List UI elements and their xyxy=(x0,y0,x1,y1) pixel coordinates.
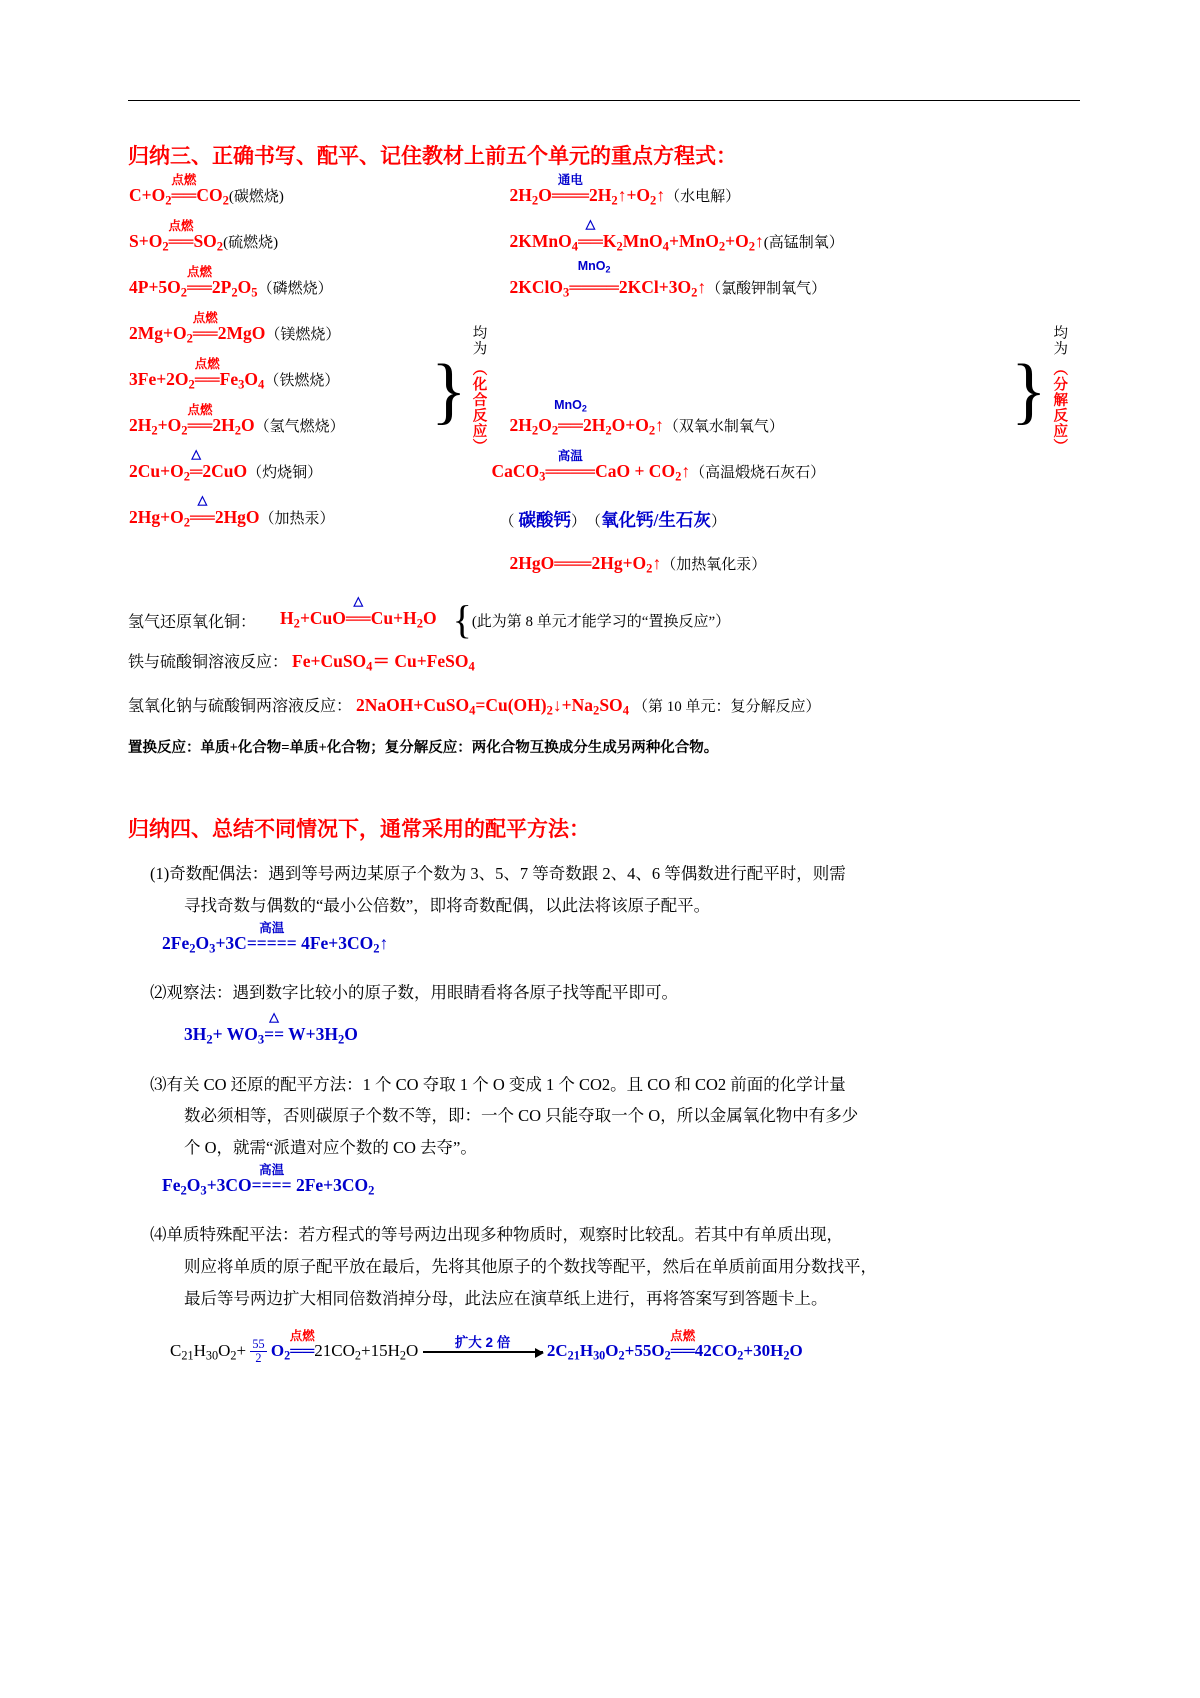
equation-naoh-cuso4: $2NaOH+CuSO_4=Cu(OH)_2↓+Na_2SO_4$ xyxy=(356,694,629,718)
equation-hgo: $2HgO═══2Hg+O_2↑$ xyxy=(509,553,662,576)
caco3-labels-row: （ 碳酸钙） （氧化钙/生石灰） xyxy=(499,510,726,530)
equation-row: $C+O_2$ 点燃 $══CO_2$(碳燃烧) xyxy=(129,173,284,208)
item-4-equation-row xyxy=(170,1329,1072,1365)
item-1-line-1: 奇数配偶法：遇到等号两边某原子个数为 3、5、7 等奇数跟 2、4、6 等偶数进行配平时，则需 xyxy=(169,864,846,884)
method-item-2 xyxy=(128,976,1072,1047)
item-3-line-1: 有关 CO 还原的配平方法：1 个 CO 夺取 1 个 O 变成 1 个 CO2。且 CO 和 CO2 前面的化学计量 xyxy=(166,1074,846,1094)
right-equation-column xyxy=(491,173,1010,600)
item-4-line-3: 最后等号两边扩大相同倍数消掉分母，此法应在演草纸上进行，再将答案写到答题卡上。 xyxy=(184,1289,828,1309)
equation-hg-o2: $2Hg+O_2$ △ ══2HgO xyxy=(129,493,260,530)
label-carbonate-text: 碳酸钙 xyxy=(518,510,572,530)
fe-cuso4-prefix: 铁与硫酸铜溶液反应： xyxy=(128,654,289,671)
item-1-equation: $2Fe_2O_3+3C$ 高温 ===== $4Fe+3CO_2↑$ xyxy=(162,920,389,956)
equation-row: $2H_2+O_2$ 点燃 $══2H_2O$（氢气燃烧） xyxy=(129,403,345,438)
equation-row: 2KMnO$_4$ △ $══K_2MnO_4+MnO_2+O_2↑$(高锰制氧） xyxy=(509,217,844,254)
equation-water-electrolysis: $2H_2O$ 通电 $═══2H_2↑+O_2↑$ xyxy=(509,173,666,208)
right-brace-label-2: （分解反应） xyxy=(1051,361,1068,454)
naoh-cuso4-line xyxy=(128,693,1072,719)
equation-h2o2: $2H_2O_2$ MnO$_2$ $══2H_2O+O_2↑$ xyxy=(509,398,664,438)
equation-c-o2: $C+O_2$ 点燃 $══CO_2$ xyxy=(129,173,229,208)
equation-h2-cuo: $H_2+CuO$ △ $══Cu+H_2O$ xyxy=(280,594,437,631)
item-2-number: ⑵ xyxy=(150,983,167,1003)
multiply-label: 扩大 2 倍 xyxy=(454,1335,511,1351)
item-1-line-2: 寻找奇数与偶数的“最小公倍数”，即将奇数配偶，以此法将该原子配平。 xyxy=(184,895,711,915)
naoh-cuso4-prefix: 氢氧化钠与硫酸铜两溶液反应： xyxy=(128,697,353,715)
h2-cuo-line xyxy=(128,594,1072,642)
equation-row: 2KClO$_3$ MnO$_2$ $════2KCl+3O_2↑$（氯酸钾制氧气） xyxy=(509,259,827,300)
left-brace: } xyxy=(431,350,467,433)
method-item-1 xyxy=(128,857,1072,956)
item-3-line-3: 个 O，就需“派遣对应个数的 CO 去夺”。 xyxy=(184,1138,477,1158)
equation-mg-o2: $2Mg+O_2$ 点燃 ══2MgO xyxy=(129,311,266,346)
method-item-3 xyxy=(128,1068,1072,1199)
equation-row: $S+O_2$ 点燃 $══SO_2$(硫燃烧) xyxy=(129,219,279,254)
equation-h2-o2: $2H_2+O_2$ 点燃 $══2H_2O$ xyxy=(129,403,255,438)
h2-cuo-prefix: 氢气还原氧化铜： xyxy=(128,613,257,631)
item-4-line-1: 单质特殊配平法：若方程式的等号两边出现多种物质时，观察时比较乱。若其中有单质出现， xyxy=(166,1225,843,1245)
item-3-number: ⑶ xyxy=(150,1074,167,1094)
right-brace-cell xyxy=(1010,184,1072,600)
section-3-title: 归纳三、正确书写、配平、记住教材上前五个单元的重点方程式： xyxy=(128,145,737,168)
multiply-arrow xyxy=(423,1335,543,1353)
left-equation-column xyxy=(128,173,430,600)
equation-row: $2H_2O$ 通电 $═══2H_2↑+O_2↑$（水电解） xyxy=(509,173,741,208)
item-4-line-2: 则应将单质的原子配平放在最后，先将其他原子的个数找等配平，然后在单质前面用分数找平， xyxy=(184,1257,877,1277)
equation-cu-o2: $2Cu+O_2$ △ ═2CuO xyxy=(129,447,248,484)
equation-s-o2: $S+O_2$ 点燃 $══SO_2$ xyxy=(129,219,224,254)
left-brace-label-2: （化合反应） xyxy=(470,361,487,454)
equation-kclo3: 2KClO$_3$ MnO$_2$ $════2KCl+3O_2↑$ xyxy=(509,259,707,300)
item-3-line-2: 数必须相等，否则碳原子个数不等，即：一个 CO 只能夺取一个 O，所以金属氧化物中有多少 xyxy=(184,1106,859,1126)
equation-row: $2H_2O_2$ MnO$_2$ $══2H_2O+O_2↑$（双氧水制氧气） xyxy=(509,398,784,438)
equation-p-o2: $4P+5O_2$ 点燃 $══2P_2O_5$ xyxy=(129,265,258,300)
item-4-number: ⑷ xyxy=(150,1225,167,1245)
equation-fe-o2: $3Fe+2O_2$ 点燃 $══Fe_3O_4$ xyxy=(129,357,265,392)
left-brace-label: 均为 xyxy=(470,325,487,356)
equation-row: $4P+5O_2$ 点燃 $══2P_2O_5$（磷燃烧） xyxy=(129,265,333,300)
item-3-equation: $Fe_2O_3+3CO$ 高温 ==== $2Fe+3CO_2$ xyxy=(162,1162,375,1198)
equation-row: $2Hg+O_2$ △ ══2HgO（加热汞） xyxy=(129,493,335,530)
header-rule xyxy=(128,100,1080,101)
item-4-equation-right: $2C_{21}H_{30}O_2+55O_2$ 点燃 $══42CO_2+30H_2O$ xyxy=(546,1329,803,1363)
right-brace-label: 均为 xyxy=(1051,325,1068,356)
fe-cuso4-line xyxy=(128,648,1072,675)
naoh-cuso4-note: （第 10 单元：复分解反应） xyxy=(632,698,821,715)
equation-row: CaCO$_3$ 高温 ════CaO + $CO_2↑$（高温煅烧石灰石） xyxy=(491,449,826,484)
item-1-number: (1) xyxy=(150,864,170,884)
equation-kmno4: 2KMnO$_4$ △ $══K_2MnO_4+MnO_2+O_2↑$ xyxy=(509,217,764,254)
item-2-line-1: 观察法：遇到数字比较小的原子数，用眼睛看将各原子找等配平即可。 xyxy=(166,983,678,1003)
right-brace: } xyxy=(1011,350,1047,433)
equation-fe-cuso4: Fe+CuSO$_4$＝ Cu+FeSO$_4$ xyxy=(292,651,475,674)
equations-table xyxy=(128,173,1072,600)
method-item-4 xyxy=(128,1218,1072,1364)
section-4-title: 归纳四、总结不同情况下，通常采用的配平方法： xyxy=(128,818,590,842)
equation-row: $2HgO═══2Hg+O_2↑$（加热氧化汞） xyxy=(509,553,767,576)
equation-row: $3Fe+2O_2$ 点燃 $══Fe_3O_4$（铁燃烧） xyxy=(129,357,340,392)
left-brace-cell xyxy=(430,184,491,600)
item-4-equation-left: $C_{21}H_{30}O_2+$ $\frac{55}{2}$ $O_2$ 点燃 $══21CO_2+15H_2O$ xyxy=(170,1329,423,1365)
equation-row: $2Cu+O_2$ △ ═2CuO（灼烧铜） xyxy=(129,447,323,484)
label-calcium-oxide: 氧化钙/生石灰 xyxy=(601,510,711,530)
reaction-definition: 置换反应：单质+化合物=单质+化合物；复分解反应：两化合物互换成分生成另两种化合物。 xyxy=(128,740,719,757)
h2-cuo-note: (此为第 8 单元才能学习的“置换反应”） xyxy=(471,613,731,630)
item-2-equation: $3H_2+ WO_3$ △ == $W+3H_2O$ xyxy=(184,1009,358,1047)
reaction-type-brace: { xyxy=(452,597,472,642)
equation-row: $2Mg+O_2$ 点燃 ══2MgO（镁燃烧） xyxy=(129,311,341,346)
equation-caco3: CaCO$_3$ 高温 ════CaO + $CO_2↑$ xyxy=(491,449,691,484)
